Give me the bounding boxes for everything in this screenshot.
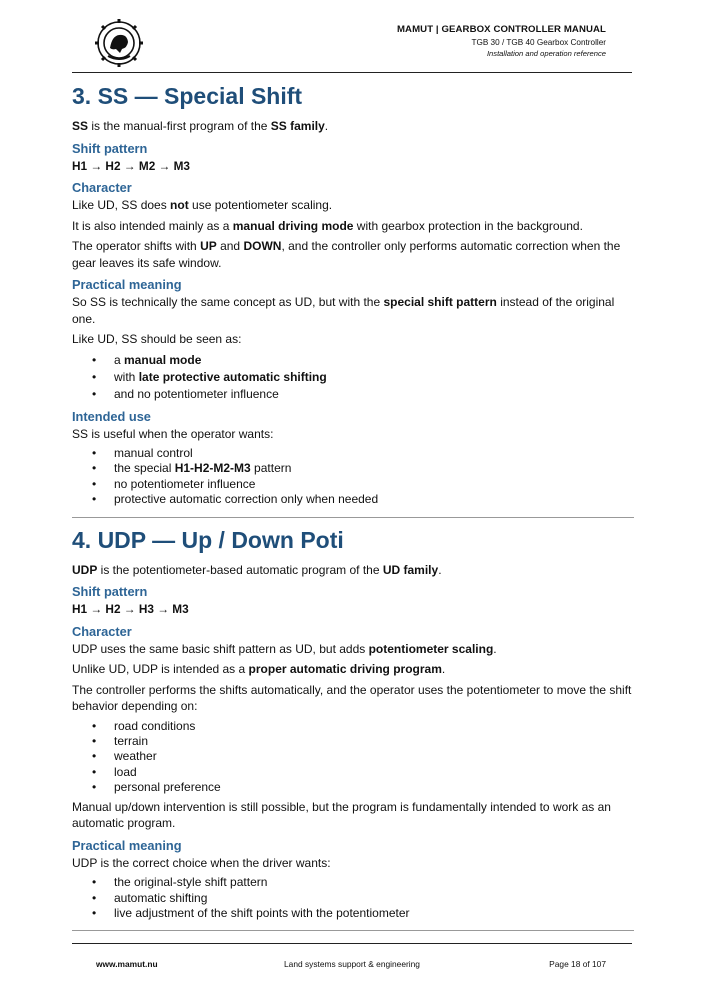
paragraph: Like UD, SS should be seen as: bbox=[72, 332, 242, 346]
section-4-intro: UDP is the potentiometer-based automatic program of the UD family. bbox=[72, 562, 442, 577]
paragraph: Like UD, SS does not use potentiometer scaling. bbox=[72, 198, 333, 212]
paragraph: UDP uses the same basic shift pattern as UD, but adds potentiometer scaling. bbox=[72, 641, 497, 656]
section-4-character-heading: Character bbox=[72, 623, 132, 639]
list-item: • weather bbox=[72, 749, 634, 764]
header-subtitle: TGB 30 / TGB 40 Gearbox Controller bbox=[471, 38, 606, 47]
section-3-heading: 3. SS — Special Shift bbox=[72, 83, 303, 109]
section-3-intro: SS is the manual-first program of the SS family. bbox=[72, 119, 329, 133]
header-title: MAMUT | GEARBOX CONTROLLER MANUAL bbox=[396, 24, 606, 35]
section-divider bbox=[72, 517, 634, 518]
section-4-practical-intro: UDP is the correct choice when the driver wants: bbox=[72, 855, 331, 870]
paragraph: So SS is technically the same concept as UD, but with the special shift pattern instead of the original one. bbox=[72, 295, 615, 326]
section-3-practical-paras bbox=[72, 294, 634, 348]
section-3-shift-pattern-heading: Shift pattern bbox=[72, 140, 148, 156]
page-header bbox=[72, 14, 632, 73]
list-item: • terrain bbox=[72, 734, 634, 749]
section-3-practical-heading: Practical meaning bbox=[72, 277, 182, 292]
list-item: • the original-style shift pattern bbox=[72, 875, 634, 890]
header-text-block bbox=[397, 24, 606, 58]
list-item: • protective automatic correction only when needed bbox=[72, 492, 634, 507]
paragraph: It is also intended mainly as a manual driving mode with gearbox protection in the background. bbox=[72, 218, 583, 233]
footer-website-link[interactable]: www.mamut.nu bbox=[96, 959, 158, 969]
list-item: • personal preference bbox=[72, 780, 634, 795]
section-4-shift-pattern: H1 → H2 → H3 → M3 bbox=[72, 602, 189, 617]
footer-divider bbox=[72, 943, 632, 944]
section-3-shift-pattern: H1 → H2 → M2 → M3 bbox=[72, 158, 190, 173]
section-divider-end bbox=[72, 930, 634, 931]
section-3-intended-heading: Intended use bbox=[72, 408, 151, 424]
list-item: • a manual mode bbox=[72, 352, 634, 369]
list-item: • with late protective automatic shifting bbox=[72, 369, 634, 386]
section-3-character-heading: Character bbox=[72, 180, 132, 195]
section-4-shift-pattern-heading: Shift pattern bbox=[72, 584, 148, 600]
section-4-heading: 4. UDP — Up / Down Poti bbox=[72, 526, 344, 553]
section-3-intended-list bbox=[72, 446, 634, 508]
section-3-intended-intro: SS is useful when the operator wants: bbox=[72, 426, 274, 441]
section-3-seen-as-list bbox=[72, 352, 634, 403]
section-4-character-paras bbox=[72, 641, 634, 715]
list-item: • live adjustment of the shift points with the potentiometer bbox=[72, 906, 634, 921]
list-item: • road conditions bbox=[72, 719, 634, 734]
paragraph: The controller performs the shifts automatically, and the operator uses the potentiometer to move the shift behavior depending on: bbox=[72, 682, 632, 714]
page-content bbox=[72, 78, 634, 939]
list-item: • the special H1-H2-M2-M3 pattern bbox=[72, 461, 634, 476]
section-3-character-paras bbox=[72, 197, 634, 271]
section-4-practical-list bbox=[72, 875, 634, 921]
section-4-after-list: Manual up/down intervention is still possible, but the program is fundamentally intended to work as an automatic program. bbox=[72, 799, 611, 831]
footer-page-number: Page 18 of 107 bbox=[549, 959, 606, 969]
header-subtitle-italic: Installation and operation reference bbox=[486, 49, 606, 58]
list-item: • automatic shifting bbox=[72, 891, 634, 906]
footer-tagline: Land systems support & engineering bbox=[284, 959, 420, 969]
list-item: • load bbox=[72, 765, 634, 780]
list-item: • manual control bbox=[72, 446, 634, 461]
gear-logo-icon bbox=[94, 18, 144, 68]
list-item: • no potentiometer influence bbox=[72, 477, 634, 492]
paragraph: Unlike UD, UDP is intended as a proper automatic driving program. bbox=[72, 662, 446, 677]
section-4-practical-heading: Practical meaning bbox=[72, 837, 182, 853]
section-4-depending-list bbox=[72, 719, 634, 796]
list-item: • and no potentiometer influence bbox=[72, 386, 634, 403]
paragraph: The operator shifts with UP and DOWN, and the controller only performs automatic correction when the gear leaves its safe window. bbox=[72, 239, 621, 270]
